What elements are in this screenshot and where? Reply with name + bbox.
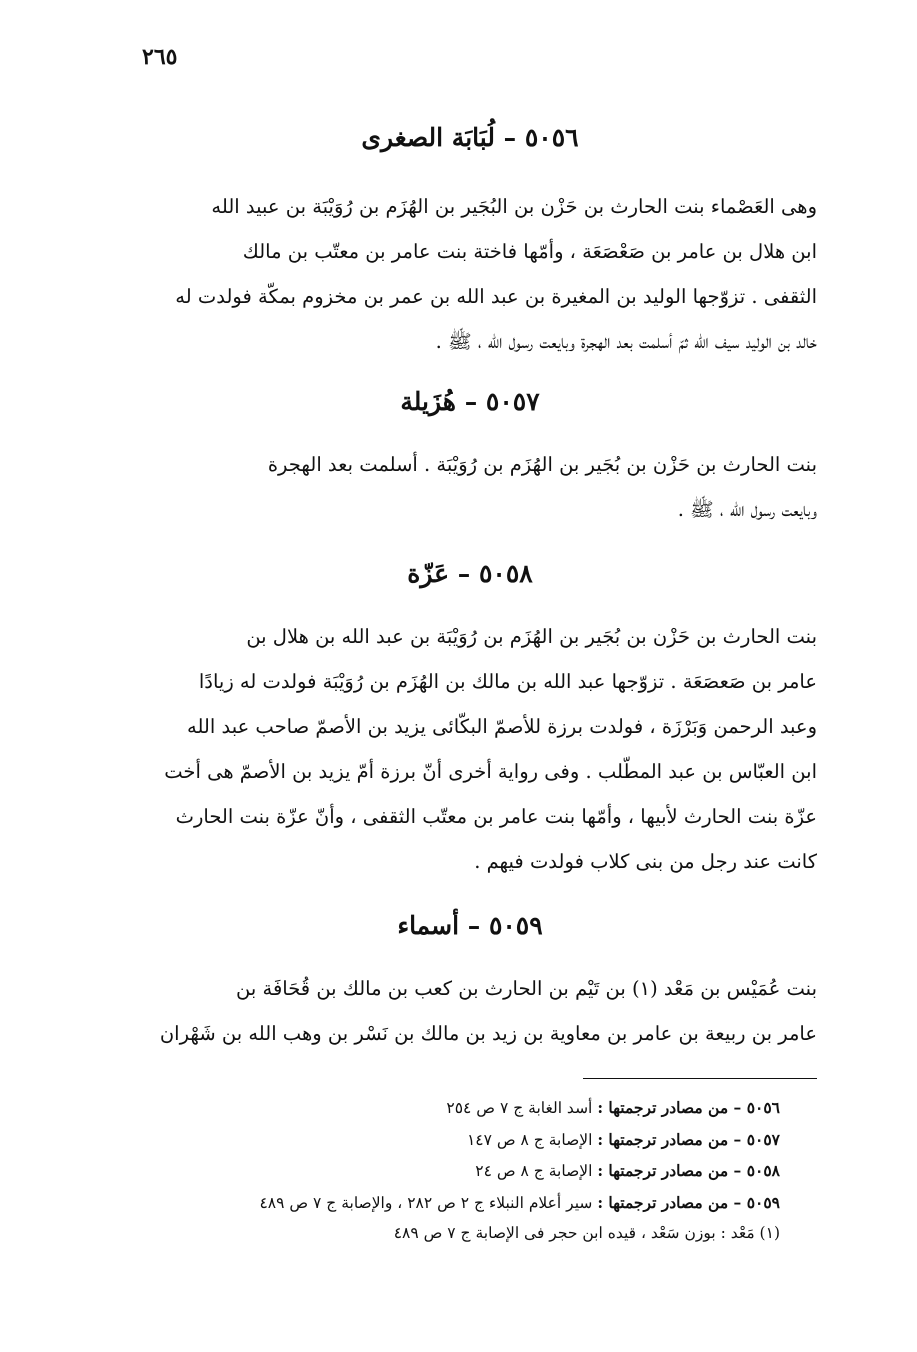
footnote-text: أسد الغابة ج ٧ ص ٢٥٤ [446, 1099, 593, 1117]
footnote-key: ٥٠٥٨ – من مصادر ترجمتها : [597, 1161, 780, 1180]
footnote-text: الإصابة ج ٨ ص ٢٤ [475, 1162, 593, 1180]
footnote-line [120, 1187, 780, 1219]
footnote-line [120, 1155, 780, 1187]
text-line: وبايعت رسول الله ، ﷺ . [677, 498, 817, 521]
footnote-line [120, 1092, 780, 1124]
text-line: ابن هلال بن عامر بن صَعْصَعَة ، وأمّها فاختة بنت عامر بن معتّب بن مالك [242, 240, 817, 263]
entry-body [120, 966, 817, 1056]
footnote-line [120, 1218, 780, 1250]
entry-body [120, 442, 817, 532]
footnote-key: ٥٠٥٧ – من مصادر ترجمتها : [597, 1129, 780, 1149]
footnote-text: سير أعلام النبلاء ج ٢ ص ٢٨٢ ، والإصابة ج ٧ ص ٤٨٩ [259, 1193, 593, 1212]
text-line: عامر بن صَعصَعَة . تزوّجها عبد الله بن مالك بن الهُزَم بن رُوَيْبَة فولدت له زيادًا [198, 670, 817, 693]
footnote-line [120, 1124, 780, 1156]
text-line: عامر بن ربيعة بن عامر بن معاوية بن زيد بن مالك بن نَسْر بن وهب الله بن شَهْران [159, 1022, 817, 1045]
text-line: بنت الحارث بن حَزْن بن بُجَير بن الهُزَم بن رُوَيْبَة بن عبد الله بن هلال بن [246, 625, 817, 648]
footnotes [120, 1092, 780, 1250]
text-line: عزّة بنت الحارث لأبيها ، وأمّها بنت عامر بن معتّب الثقفى ، وأنّ عزّة بنت الحارث [175, 805, 817, 828]
footnote-divider [583, 1078, 817, 1079]
page-number: ٢٦٥ [142, 44, 178, 70]
footnote-text: (١) مَعْد : بوزن سَعْد ، قيده ابن حجر فى الإصابة ج ٧ ص ٤٨٩ [393, 1224, 780, 1242]
text-line: الثقفى . تزوّجها الوليد بن المغيرة بن عبد الله بن عمر بن مخزوم بمكّة فولدت له [175, 285, 817, 308]
text-line: كانت عند رجل من بنى كلاب فولدت فيهم . [474, 850, 817, 873]
entry-heading: ٥٠٥٩ – أسماء [397, 911, 543, 940]
text-line: خالد بن الوليد سيف الله ثمّ أسلمت بعد الهجرة وبايعت رسول الله ، ﷺ . [435, 330, 817, 353]
footnote-key: ٥٠٥٦ – من مصادر ترجمتها : [597, 1098, 780, 1117]
text-line: بنت الحارث بن حَزْن بن بُجَير بن الهُزَم بن رُوَيْبَة . أسلمت بعد الهجرة [267, 453, 817, 476]
text-line: ابن العبّاس بن عبد المطّلب . وفى رواية أخرى أنّ برزة أمّ يزيد بن الأصمّ هى أخت [164, 760, 817, 783]
footnote-text: الإصابة ج ٨ ص ١٤٧ [466, 1130, 593, 1149]
text-line: وهى العَصْماء بنت الحارث بن حَزْن بن البُجَير بن الهُزَم بن رُوَيْبَة بن عبيد الله [211, 195, 817, 218]
text-line: وعبد الرحمن وَبَرْزَة ، فولدت برزة للأصمّ البكّائى يزيد بن الأصمّ صاحب عبد الله [187, 715, 817, 738]
footnote-key: ٥٠٥٩ – من مصادر ترجمتها : [597, 1192, 780, 1212]
text-line: بنت عُمَيْس بن مَعْد (١) بن تَيْم بن الحارث بن كعب بن مالك بن قُحَافَة بن [236, 977, 817, 1000]
entry-heading: ٥٠٥٧ – هُزَيلة [400, 387, 540, 416]
entry-heading: ٥٠٥٨ – عَزّة [407, 559, 533, 588]
entry-body [120, 614, 817, 884]
entry-body [120, 184, 817, 364]
entry-heading: ٥٠٥٦ – لُبَابَة الصغرى [361, 123, 579, 152]
